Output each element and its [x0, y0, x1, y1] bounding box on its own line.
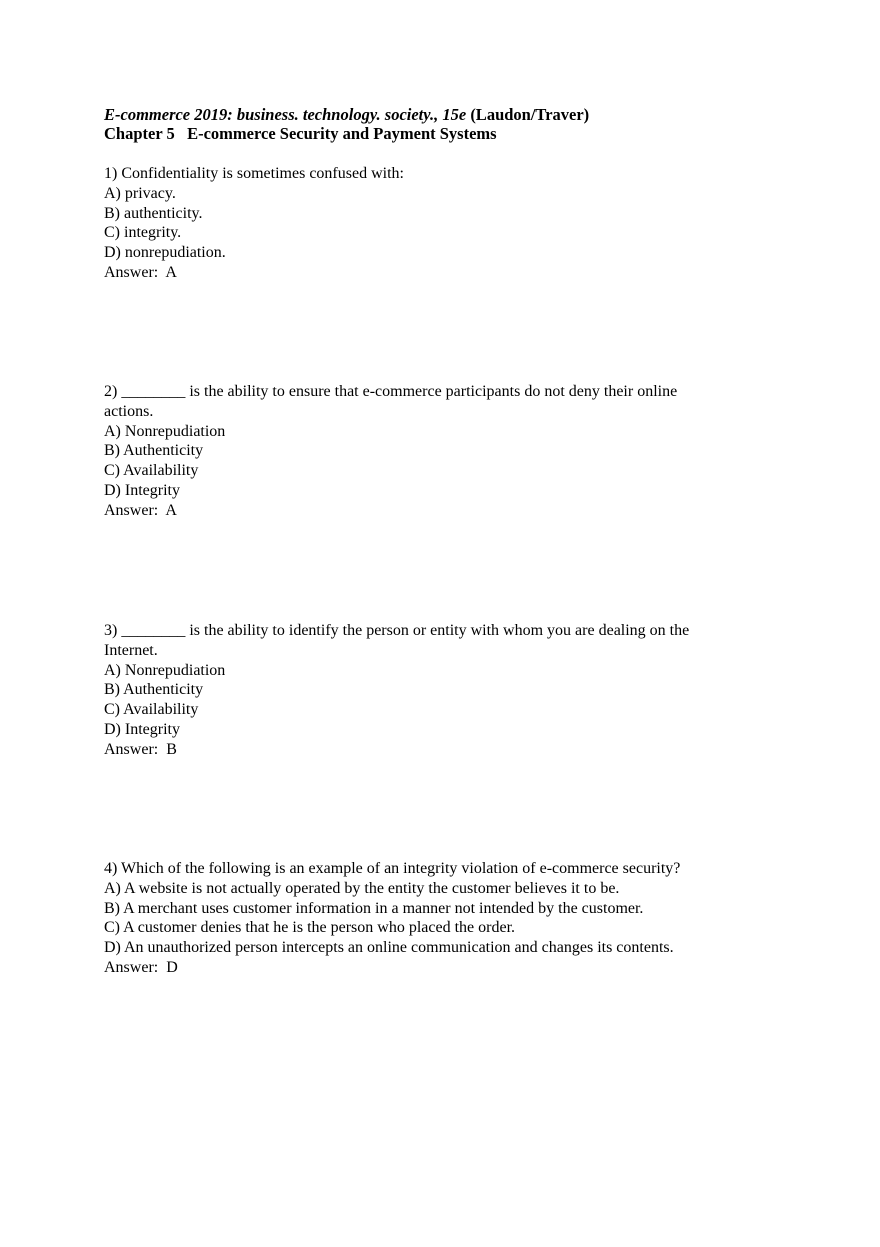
option-a: A) A website is not actually operated by the entity the customer believes it to be.	[104, 879, 620, 897]
option-d: D) Integrity	[104, 481, 180, 499]
chapter-title: Chapter 5 E-commerce Security and Payment Systems	[104, 124, 497, 143]
option-c: C) A customer denies that he is the person who placed the order.	[104, 919, 516, 937]
option-d: D) nonrepudiation.	[104, 244, 226, 262]
option-b: B) Authenticity	[104, 442, 204, 460]
answer: Answer: D	[104, 958, 178, 976]
book-title-line	[104, 105, 589, 124]
question-2	[104, 382, 754, 521]
question-stem: 3) ________ is the ability to identify the person or entity with whom you are dealing on the	[104, 622, 690, 639]
question-stem-continued: actions.	[104, 402, 154, 420]
question-stem: 2) ________ is the ability to ensure that e-commerce participants do not deny their online	[104, 383, 678, 400]
option-a: A) Nonrepudiation	[104, 422, 226, 440]
option-c: C) integrity.	[104, 224, 182, 242]
option-c: C) Availability	[104, 462, 199, 480]
option-b: B) Authenticity	[104, 681, 204, 699]
option-d: D) Integrity	[104, 720, 180, 738]
book-authors: (Laudon/Traver)	[470, 105, 590, 124]
question-stem: 4) Which of the following is an example of an integrity violation of e-commerce security?	[104, 860, 681, 877]
question-1	[104, 164, 754, 283]
answer: Answer: B	[104, 740, 177, 758]
answer: Answer: A	[104, 263, 177, 281]
question-stem-continued: Internet.	[104, 641, 158, 659]
option-c: C) Availability	[104, 701, 199, 719]
question-4	[104, 859, 754, 978]
answer: Answer: A	[104, 501, 177, 519]
option-d: D) An unauthorized person intercepts an online communication and changes its contents.	[104, 939, 674, 957]
option-b: B) authenticity.	[104, 204, 203, 222]
option-b: B) A merchant uses customer information in a manner not intended by the customer.	[104, 899, 644, 917]
option-a: A) Nonrepudiation	[104, 661, 226, 679]
question-3	[104, 621, 754, 760]
question-stem: 1) Confidentiality is sometimes confused with:	[104, 165, 404, 182]
document-header	[104, 105, 589, 143]
book-title: E-commerce 2019: business. technology. society., 15e	[104, 105, 467, 124]
option-a: A) privacy.	[104, 184, 176, 202]
